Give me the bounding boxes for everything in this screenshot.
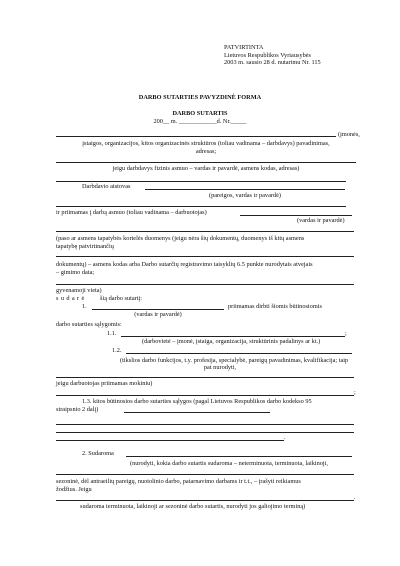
contract-title: DARBO SUTARTIS bbox=[172, 110, 228, 117]
employee-code-field[interactable] bbox=[56, 256, 354, 257]
item-1-text: priimamas dirbti šiomis būtinosiomis bbox=[228, 303, 322, 310]
employee-id-field[interactable] bbox=[56, 231, 354, 232]
item-1-3-text: 1.3. kitos būtinosios darbo sutarties sąlygos (pagal Lietuvos Respublikos darbo kodekso 95 bbox=[82, 398, 312, 405]
item-1-3-field-3[interactable] bbox=[56, 432, 354, 433]
employer-caption-address: adresas; bbox=[195, 148, 217, 155]
contract-term-period: . bbox=[354, 494, 356, 501]
contract-type-caption-cont: sezoninė, dėl antraeilių pareigų, nuotolinio darbo, patarnavimo darbams ir t.t., – įrašyti reikiamus bbox=[56, 478, 301, 485]
employee-code-caption: dokumentų) – asmens kodas arba Darbo sutarčių registravimo taisyklių 6.5 punkte nurodytais atvejais bbox=[56, 261, 313, 268]
employer-caption-suffix: (įmonės, bbox=[338, 131, 360, 138]
item-1-2-field[interactable] bbox=[126, 353, 352, 354]
contract-term-field[interactable] bbox=[56, 500, 354, 501]
item-1-2-caption-cont: pat nurodyti, bbox=[203, 364, 237, 371]
employer-address-field[interactable] bbox=[56, 162, 356, 163]
contract-type-caption-end: žodžius. Jeigu bbox=[56, 486, 92, 493]
agreement-made-rest: šią darbo sutartį: bbox=[100, 295, 142, 302]
representative-extra-field[interactable] bbox=[56, 206, 346, 207]
item-1-3-text-cont: straipsnio 2 dalį) bbox=[56, 406, 99, 413]
item-1-caption: (vardas ir pavardė) bbox=[134, 311, 182, 318]
approval-authority: Lietuvos Respublikos Vyriausybės bbox=[224, 51, 311, 59]
representative-label: Darbdavio atstovas bbox=[82, 183, 131, 190]
employee-residence-caption: gyvenamoji vieta) bbox=[56, 287, 102, 294]
item-1-2-number: 1.2. bbox=[112, 347, 122, 354]
contract-type-field-2[interactable] bbox=[56, 474, 354, 475]
item-1-name-field[interactable] bbox=[92, 309, 224, 310]
item-1-1-field[interactable] bbox=[121, 336, 345, 337]
form-heading: DARBO SUTARTIES PAVYZDINĖ FORMA bbox=[138, 94, 262, 101]
item-1-2-caption-student: jeigu darbuotojas priimamas mokiniu) bbox=[56, 380, 153, 387]
employer-extra-field[interactable] bbox=[56, 181, 346, 182]
concluded-label: 2. Sudaroma bbox=[82, 450, 114, 457]
employee-code-caption-cont: – gimimo data; bbox=[56, 269, 95, 276]
employee-name-caption: (vardas ir pavardė) bbox=[297, 217, 345, 224]
item-1-1-semicolon: ; bbox=[345, 330, 347, 337]
item-1-2-extra-field-2[interactable] bbox=[56, 395, 354, 396]
conditions-label: darbo sutarties sąlygomis: bbox=[56, 321, 122, 328]
employer-name-field[interactable] bbox=[56, 136, 336, 137]
item-1-number: 1. bbox=[82, 303, 87, 310]
item-1-1-caption: (darbovietė – įmonė, įstaiga, organizacija, struktūrinis padalinys ar kt.) bbox=[142, 338, 321, 345]
item-1-2-caption: (tikslios darbo funkcijos, t.y. profesija, specialybė, pareigų pavadinimas, kvalifikacija; taip bbox=[120, 357, 349, 364]
representative-caption: (pareigos, vardas ir pavardė) bbox=[208, 192, 282, 199]
employee-label: ir priimamas į darbą asmuo (toliau vadinama – darbuotojas) bbox=[56, 209, 207, 216]
item-1-2-semicolon: ; bbox=[354, 389, 356, 396]
employer-natural-person-caption: jeigu darbdavys fizinis asmuo – vardas ir pavardė, asmens kodas, adresas) bbox=[112, 165, 300, 172]
employee-name-field[interactable] bbox=[240, 215, 352, 216]
contract-term-caption: sudaroma terminuota, laikinoji ar sezoninė darbo sutartis, nurodyti jos galiojimo terminą) bbox=[80, 503, 306, 510]
contract-type-caption: (nurodyti, kokia darbo sutartis sudaroma – neterminuota, terminuota, laikinoji, bbox=[130, 460, 328, 467]
employee-id-caption: (paso ar asmens tapatybės kortelės duomenys (jeigu nėra šių dokumentų, duomenys iš kitų asmens bbox=[56, 235, 305, 242]
item-1-3-field-2[interactable] bbox=[56, 424, 354, 425]
item-1-1-number: 1.1. bbox=[107, 330, 117, 337]
item-1-3-field[interactable] bbox=[124, 412, 270, 413]
employee-id-caption-cont: tapatybę patvirtinančių bbox=[56, 243, 114, 250]
item-1-3-field-4[interactable] bbox=[56, 440, 284, 441]
item-1-2-extra-field[interactable] bbox=[56, 377, 354, 378]
approval-title: PATVIRTINTA bbox=[224, 44, 264, 51]
item-1-3-period: . bbox=[284, 434, 286, 441]
employee-residence-field[interactable] bbox=[56, 284, 354, 285]
representative-field[interactable] bbox=[145, 189, 345, 190]
agreement-made: s u d a r ė bbox=[56, 295, 85, 302]
contract-type-field[interactable] bbox=[126, 456, 352, 457]
approval-stamp bbox=[224, 44, 321, 67]
contract-date-number: 200__ m. ____________d. Nr._____ bbox=[153, 118, 247, 125]
approval-resolution: 2003 m. sausio 28 d. nutarimu Nr. 115 bbox=[224, 59, 321, 67]
employer-caption: įstaigos, organizacijos, kitos organizacinės struktūros (toliau vadinama – darbdavys) pavadinimas, bbox=[82, 140, 330, 147]
